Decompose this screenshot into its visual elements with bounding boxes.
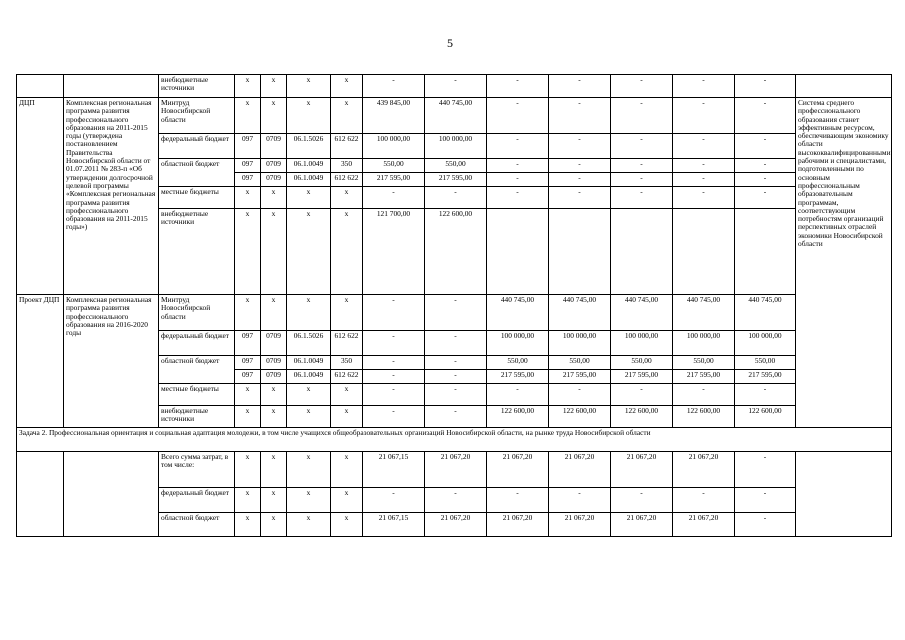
cell-grbs: x (235, 75, 261, 98)
cell-grbs: x (235, 384, 261, 406)
cell-vr: 612 622 (331, 173, 363, 187)
cell-year-5 (611, 209, 673, 295)
cell-year-6: 122 600,00 (673, 406, 735, 428)
cell-year-1: 217 595,00 (363, 173, 425, 187)
cell-year-2: - (425, 406, 487, 428)
cell-year-7: - (735, 384, 796, 406)
cell-year-7: - (735, 75, 796, 98)
cell-grbs: x (235, 452, 261, 488)
cell-year-6: 217 595,00 (673, 370, 735, 384)
cell-rzpr: x (261, 513, 287, 537)
cell-rzpr: x (261, 384, 287, 406)
cell-csr: x (287, 187, 331, 209)
cell-year-4: 21 067,20 (549, 452, 611, 488)
cell-year-1: 100 000,00 (363, 134, 425, 159)
cell-year-7: 100 000,00 (735, 331, 796, 356)
cell-year-7: - (735, 452, 796, 488)
cell-year-5: 21 067,20 (611, 452, 673, 488)
cell-rzpr: x (261, 98, 287, 134)
cell-source: федеральный бюджет (159, 488, 235, 513)
cell-vr: 612 622 (331, 134, 363, 159)
cell-year-1: - (363, 331, 425, 356)
cell-year-3: 217 595,00 (487, 370, 549, 384)
cell-year-1: - (363, 187, 425, 209)
cell-year-5: 550,00 (611, 356, 673, 370)
cell-year-5: - (611, 488, 673, 513)
cell-year-6: - (673, 384, 735, 406)
cell-year-7: - (735, 187, 796, 209)
cell-year-1: 21 067,15 (363, 452, 425, 488)
cell-year-2: - (425, 384, 487, 406)
cell-year-4: 550,00 (549, 356, 611, 370)
cell-year-4: 440 745,00 (549, 295, 611, 331)
cell-year-5: 21 067,20 (611, 513, 673, 537)
cell-year-2: - (425, 370, 487, 384)
cell-csr: x (287, 209, 331, 295)
cell-grbs: 097 (235, 134, 261, 159)
cell-csr: 06.1.5026 (287, 331, 331, 356)
cell-year-2: 21 067,20 (425, 513, 487, 537)
cell-name (64, 452, 159, 537)
cell-year-3: - (487, 159, 549, 173)
cell-year-2: 440 745,00 (425, 98, 487, 134)
cell-grbs: 097 (235, 159, 261, 173)
cell-year-6: - (673, 134, 735, 159)
cell-rzpr: 0709 (261, 159, 287, 173)
cell-year-2: 217 595,00 (425, 173, 487, 187)
cell-year-4: 100 000,00 (549, 331, 611, 356)
cell-type (17, 452, 64, 537)
cell-type-project-dcp: Проект ДЦП (17, 295, 64, 428)
cell-source: областной бюджет (159, 356, 235, 384)
cell-year-5: - (611, 384, 673, 406)
cell-csr: 06.1.5026 (287, 134, 331, 159)
cell-csr: x (287, 513, 331, 537)
cell-grbs: x (235, 488, 261, 513)
cell-year-6: - (673, 98, 735, 134)
cell-vr: 350 (331, 159, 363, 173)
cell-grbs: 097 (235, 331, 261, 356)
cell-source: федеральный бюджет (159, 134, 235, 159)
table-row (17, 452, 892, 488)
cell-source: областной бюджет (159, 513, 235, 537)
cell-name (64, 75, 159, 98)
cell-vr: x (331, 75, 363, 98)
cell-vr: x (331, 209, 363, 295)
cell-source: областной бюджет (159, 159, 235, 187)
cell-vr: x (331, 295, 363, 331)
page-number: 5 (447, 36, 453, 50)
cell-grbs: 097 (235, 370, 261, 384)
cell-vr: x (331, 187, 363, 209)
cell-year-5: - (611, 134, 673, 159)
cell-vr: x (331, 98, 363, 134)
cell-source: внебюджетные источники (159, 75, 235, 98)
cell-rzpr: 0709 (261, 370, 287, 384)
cell-result (796, 452, 892, 537)
cell-year-5: 122 600,00 (611, 406, 673, 428)
cell-result (796, 75, 892, 98)
cell-year-5: - (611, 187, 673, 209)
cell-year-2: 550,00 (425, 159, 487, 173)
cell-year-4: - (549, 173, 611, 187)
cell-grbs: x (235, 513, 261, 537)
cell-csr: x (287, 488, 331, 513)
cell-csr: 06.1.0049 (287, 356, 331, 370)
cell-year-6: 21 067,20 (673, 513, 735, 537)
cell-vr: 612 622 (331, 331, 363, 356)
cell-type-dcp: ДЦП (17, 98, 64, 295)
cell-year-6: - (673, 75, 735, 98)
cell-year-4: 122 600,00 (549, 406, 611, 428)
cell-csr: x (287, 75, 331, 98)
cell-grbs: x (235, 209, 261, 295)
cell-source: Минтруд Новосибирской области (159, 98, 235, 134)
cell-vr: x (331, 513, 363, 537)
cell-year-5: - (611, 75, 673, 98)
cell-year-7: - (735, 159, 796, 173)
cell-vr: x (331, 452, 363, 488)
program-table (16, 74, 892, 537)
cell-rzpr: x (261, 488, 287, 513)
cell-year-4: 21 067,20 (549, 513, 611, 537)
cell-year-3 (487, 209, 549, 295)
cell-rzpr: x (261, 209, 287, 295)
cell-rzpr: x (261, 406, 287, 428)
cell-csr: x (287, 452, 331, 488)
cell-year-3: - (487, 75, 549, 98)
cell-year-4: - (549, 384, 611, 406)
cell-year-3: - (487, 173, 549, 187)
cell-year-2: - (425, 295, 487, 331)
cell-vr: x (331, 384, 363, 406)
cell-year-3: 550,00 (487, 356, 549, 370)
cell-rzpr: 0709 (261, 331, 287, 356)
cell-rzpr: x (261, 75, 287, 98)
cell-year-6: - (673, 187, 735, 209)
cell-grbs: 097 (235, 356, 261, 370)
cell-year-5: 100 000,00 (611, 331, 673, 356)
cell-year-1: - (363, 406, 425, 428)
cell-rzpr: 0709 (261, 134, 287, 159)
cell-year-6: 550,00 (673, 356, 735, 370)
cell-vr: 350 (331, 356, 363, 370)
cell-year-6 (673, 209, 735, 295)
cell-year-3: - (487, 98, 549, 134)
cell-rzpr: x (261, 452, 287, 488)
cell-year-2: 100 000,00 (425, 134, 487, 159)
cell-csr: x (287, 98, 331, 134)
cell-year-1: 21 067,15 (363, 513, 425, 537)
cell-source: местные бюджеты (159, 384, 235, 406)
cell-year-1: - (363, 295, 425, 331)
cell-year-6: 100 000,00 (673, 331, 735, 356)
cell-year-7: - (735, 488, 796, 513)
cell-year-4 (549, 209, 611, 295)
cell-program-name-2016: Комплексная региональная программа развития профессионального образования на 2016-2020 годы (64, 295, 159, 428)
cell-grbs: x (235, 295, 261, 331)
cell-year-2: - (425, 356, 487, 370)
cell-year-1: 550,00 (363, 159, 425, 173)
cell-year-6: - (673, 488, 735, 513)
cell-csr: 06.1.0049 (287, 159, 331, 173)
cell-vr: 612 622 (331, 370, 363, 384)
cell-csr: x (287, 384, 331, 406)
cell-year-1: - (363, 75, 425, 98)
cell-csr: 06.1.0049 (287, 370, 331, 384)
cell-source: Минтруд Новосибирской области (159, 295, 235, 331)
cell-year-2: 122 600,00 (425, 209, 487, 295)
cell-year-3: 440 745,00 (487, 295, 549, 331)
cell-year-5: 217 595,00 (611, 370, 673, 384)
cell-source: местные бюджеты (159, 187, 235, 209)
cell-year-6: 21 067,20 (673, 452, 735, 488)
cell-rzpr: x (261, 295, 287, 331)
cell-year-7: 550,00 (735, 356, 796, 370)
cell-year-6: 440 745,00 (673, 295, 735, 331)
cell-year-1: 439 845,00 (363, 98, 425, 134)
cell-year-4: - (549, 98, 611, 134)
cell-year-7: 217 595,00 (735, 370, 796, 384)
cell-source: внебюджетные источники (159, 406, 235, 428)
cell-year-5: - (611, 159, 673, 173)
cell-year-5: 440 745,00 (611, 295, 673, 331)
cell-year-2: 21 067,20 (425, 452, 487, 488)
cell-year-3: - (487, 488, 549, 513)
cell-year-3: 122 600,00 (487, 406, 549, 428)
cell-grbs: x (235, 98, 261, 134)
cell-year-7: - (735, 513, 796, 537)
cell-year-3: 21 067,20 (487, 513, 549, 537)
cell-year-3: - (487, 134, 549, 159)
task-2-heading: Задача 2. Профессиональная ориентация и социальная адаптация молодежи, в том числе учащихся общеобразовательных организаций Новосибирской области, на рынке труда Новосибирской области (17, 428, 892, 452)
cell-year-1: 121 700,00 (363, 209, 425, 295)
table-row (17, 295, 892, 331)
cell-vr: x (331, 488, 363, 513)
cell-year-1: - (363, 488, 425, 513)
cell-year-4: - (549, 488, 611, 513)
cell-rzpr: 0709 (261, 173, 287, 187)
cell-grbs: x (235, 187, 261, 209)
cell-grbs: x (235, 406, 261, 428)
cell-year-3: 21 067,20 (487, 452, 549, 488)
cell-csr: x (287, 295, 331, 331)
cell-program-name-2011: Комплексная региональная программа развития профессионального образования на 2011-2015 годы (утверждена постановлением Правительства Новосибирской области от 01.07.2011 № 283-п «Об утверждении долгосрочной целевой программы «Комплексная региональная программа развития профессионального образования на 2011-2015 годы») (64, 98, 159, 295)
cell-year-6: - (673, 173, 735, 187)
cell-year-4: - (549, 75, 611, 98)
cell-year-3: - (487, 187, 549, 209)
cell-year-4: - (549, 187, 611, 209)
cell-source: Всего сумма затрат, в том числе: (159, 452, 235, 488)
cell-rzpr: x (261, 187, 287, 209)
cell-year-5: - (611, 98, 673, 134)
cell-grbs: 097 (235, 173, 261, 187)
cell-year-4: - (549, 159, 611, 173)
cell-year-3: - (487, 384, 549, 406)
cell-year-7: - (735, 98, 796, 134)
cell-year-1: - (363, 384, 425, 406)
cell-year-1: - (363, 370, 425, 384)
cell-expected-result: Система среднего профессионального образования станет эффективным ресурсом, обеспечивающим экономику области высококвалифицированными рабочими и специалистами, подготовленными по основным профессиональным образовательным программам, соответствующим потребностям организаций перспективных отраслей экономики Новосибирской области (796, 98, 892, 428)
cell-csr: 06.1.0049 (287, 173, 331, 187)
cell-year-7: - (735, 173, 796, 187)
cell-year-7: 440 745,00 (735, 295, 796, 331)
cell-year-1: - (363, 356, 425, 370)
cell-year-6: - (673, 159, 735, 173)
cell-year-2: - (425, 187, 487, 209)
cell-year-2: - (425, 488, 487, 513)
cell-year-3: 100 000,00 (487, 331, 549, 356)
table-row (17, 75, 892, 98)
cell-year-2: - (425, 331, 487, 356)
cell-source: федеральный бюджет (159, 331, 235, 356)
cell-type (17, 75, 64, 98)
cell-csr: x (287, 406, 331, 428)
cell-year-4: 217 595,00 (549, 370, 611, 384)
cell-year-7 (735, 209, 796, 295)
cell-year-5: - (611, 173, 673, 187)
cell-year-7: 122 600,00 (735, 406, 796, 428)
cell-year-7: - (735, 134, 796, 159)
cell-source: внебюджетные источники (159, 209, 235, 295)
cell-year-2: - (425, 75, 487, 98)
table-row (17, 98, 892, 134)
cell-year-4: - (549, 134, 611, 159)
cell-vr: x (331, 406, 363, 428)
cell-rzpr: 0709 (261, 356, 287, 370)
